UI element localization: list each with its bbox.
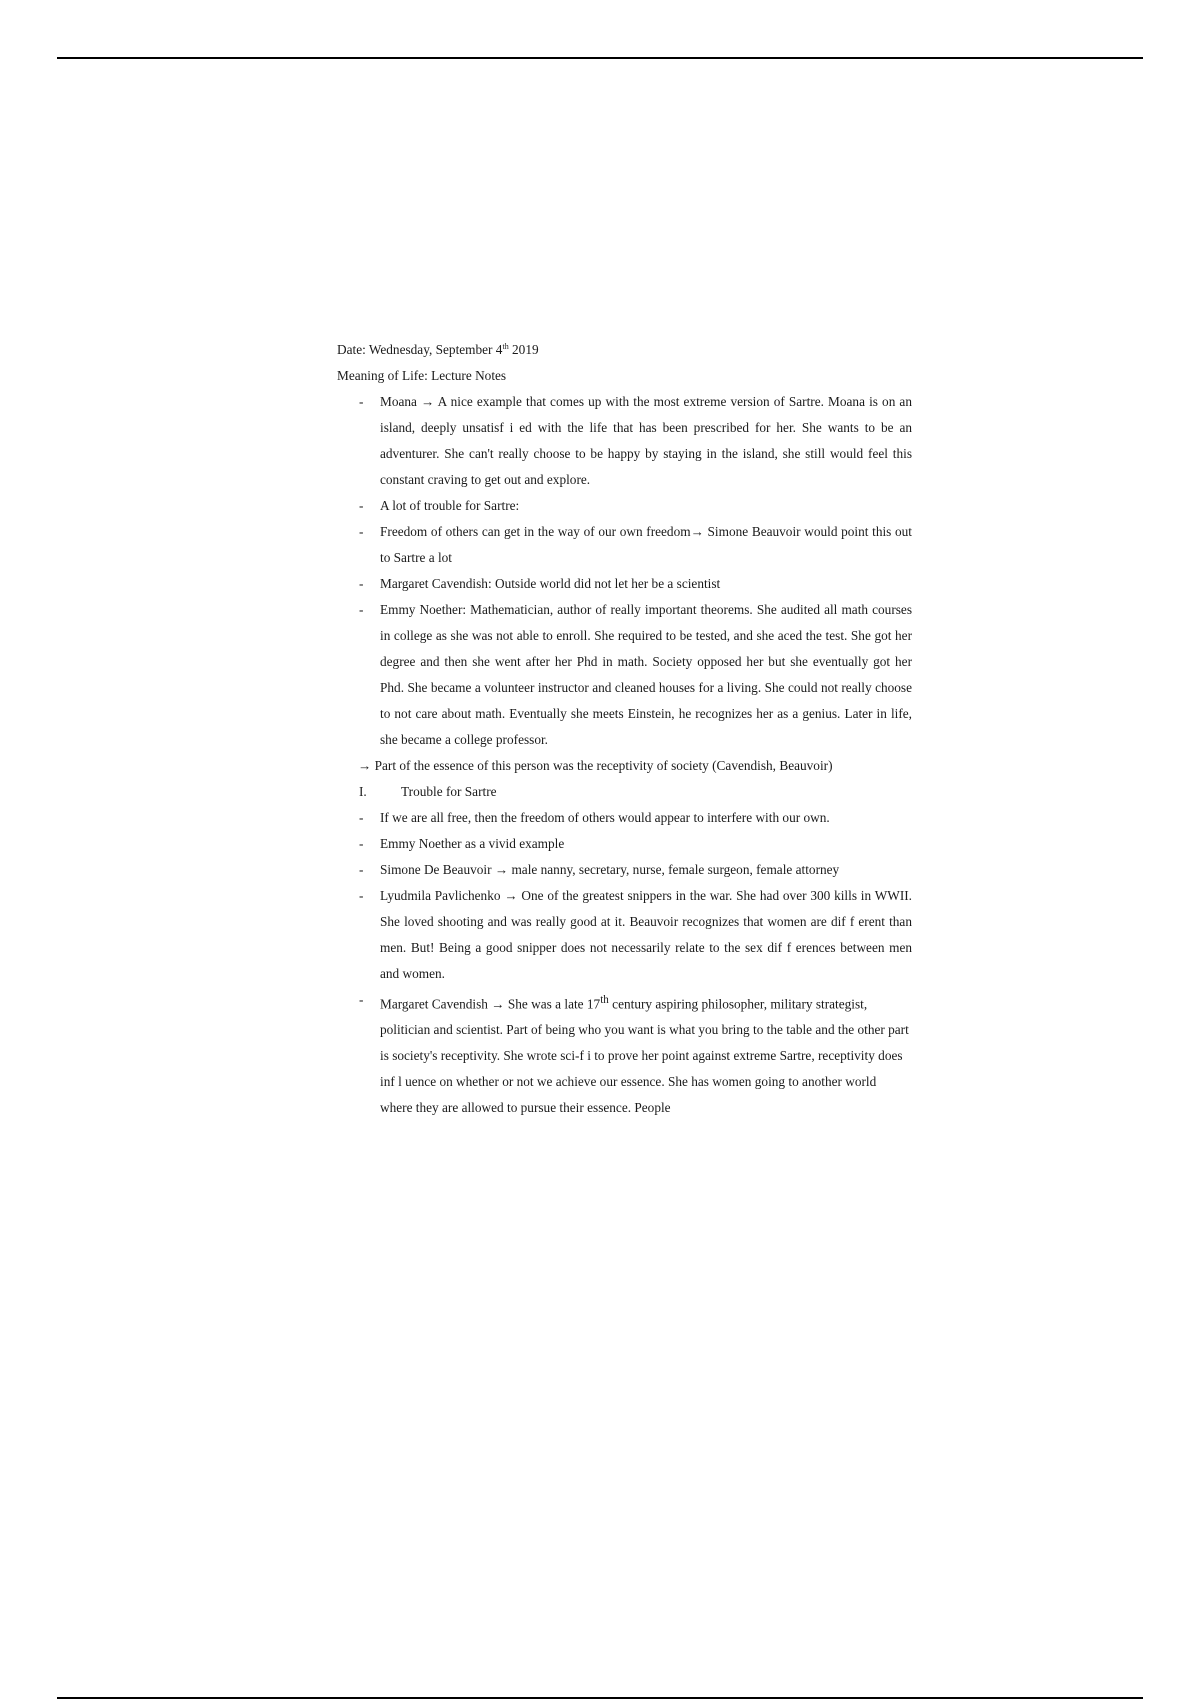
bullet-all-free: - If we are all free, then the freedom of others would appear to interfere with our own. bbox=[337, 805, 912, 831]
bullet-dash: - bbox=[359, 394, 364, 409]
page-top-rule bbox=[57, 57, 1143, 59]
bullet-cavendish-outside: - Margaret Cavendish: Outside world did not let her be a scientist bbox=[337, 571, 912, 597]
bullet-dash: - bbox=[359, 862, 364, 877]
bullet-moana: - Moana → A nice example that comes up with the most extreme version of Sartre. Moana is on an island, deeply unsatisf i ed with the life that has been prescribed for her. She wants to be an adventurer. She can't really choose to be happy by staying in the island, she still would feel this constant craving to get out and explore. bbox=[337, 389, 912, 493]
bullet-emmy-noether: - Emmy Noether: Mathematician, author of really important theorems. She audited all math courses in college as she was not able to enroll. She required to be tested, and she aced the test. She got her degree and then she went after her Phd in math. Society opposed her but she eventually got her Phd. She became a volunteer instructor and cleaned houses for a living. She could not really choose to not care about math. Eventually she meets Einstein, he recognizes her as a genius. Later in life, she became a college professor. bbox=[337, 597, 912, 753]
lecture-notes-document bbox=[337, 337, 912, 1121]
bullet-margaret-cavendish: - Margaret Cavendish → She was a late 17th century aspiring philosopher, military strategist, politician and scientist. Part of being who you want is what you bring to the table and the other part is society's receptivity. She wrote sci-f i to prove her point against extreme Sartre, receptivity does inf l uence on whether or not we achieve our essence. She has women going to another world where they are allowed to pursue their essence. People bbox=[337, 987, 912, 1121]
page-bottom-rule bbox=[57, 1697, 1143, 1699]
arrow-note: → Part of the essence of this person was the receptivity of society (Cavendish, Beauvoir) bbox=[358, 758, 833, 773]
section-title: Trouble for Sartre bbox=[401, 784, 497, 799]
bullet-dash: - bbox=[359, 498, 364, 513]
bullet-dash: - bbox=[359, 992, 364, 1007]
bullet-trouble-sartre: - A lot of trouble for Sartre: bbox=[337, 493, 912, 519]
bullet-dash: - bbox=[359, 836, 364, 851]
bullet-de-beauvoir: - Simone De Beauvoir → male nanny, secretary, nurse, female surgeon, female attorney bbox=[337, 857, 912, 883]
bullet-list-b bbox=[337, 805, 912, 1121]
bullet-dash: - bbox=[359, 888, 364, 903]
bullet-list-a bbox=[337, 389, 912, 753]
section-heading bbox=[337, 779, 912, 805]
bullet-freedom-others: - Freedom of others can get in the way of our own freedom→ Simone Beauvoir would point this out to Sartre a lot bbox=[337, 519, 912, 571]
bullet-dash: - bbox=[359, 524, 364, 539]
bullet-noether-example: - Emmy Noether as a vivid example bbox=[337, 831, 912, 857]
bullet-dash: - bbox=[359, 810, 364, 825]
document-title: Meaning of Life: Lecture Notes bbox=[337, 368, 507, 383]
bullet-dash: - bbox=[359, 602, 364, 617]
date-line: Date: Wednesday, September 4th 2019 bbox=[337, 342, 539, 357]
bullet-dash: - bbox=[359, 576, 364, 591]
bullet-pavlichenko: - Lyudmila Pavlichenko → One of the greatest snippers in the war. She had over 300 kills in WWII. She loved shooting and was really good at it. Beauvoir recognizes that women are dif f erent than men. But! Being a good snipper does not necessarily relate to the sex dif f erences between men and women. bbox=[337, 883, 912, 987]
section-number: I. bbox=[359, 784, 367, 799]
